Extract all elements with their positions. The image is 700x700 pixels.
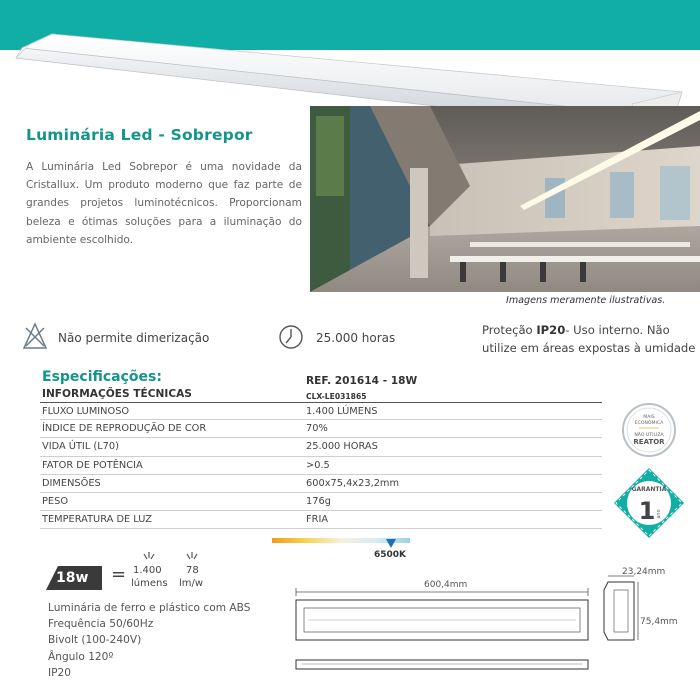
ip-suffix: - Uso interno. Não utilize em áreas expostas à umidade: [482, 323, 696, 355]
efficacy-value: 78: [186, 565, 199, 576]
dimension-depth: 23,24mm: [622, 567, 666, 577]
no-dimming-text: Não permite dimerização: [58, 331, 210, 345]
specs-table-header: INFORMAÇÕES TÉCNICAS: [42, 388, 192, 400]
warranty-years: 1: [638, 497, 656, 525]
reference-code: REF. 201614 - 18W: [306, 375, 418, 387]
spec-label: VIDA ÚTIL (L70): [42, 441, 119, 453]
feature-row: [0, 318, 700, 368]
warranty-unit: ano: [656, 509, 662, 519]
no-dimming-icon: [22, 322, 48, 350]
ip-code: IP20: [536, 323, 566, 337]
table-row: [40, 420, 602, 438]
spec-value: 25.000 HORAS: [306, 441, 378, 453]
spec-label: TEMPERATURA DE LUZ: [42, 514, 152, 526]
color-temperature-label: 6500K: [374, 550, 407, 560]
specs-heading: Especificações:: [42, 369, 162, 385]
spec-value: 70%: [306, 423, 328, 435]
spec-label: ÍNDICE DE REPRODUÇÃO DE COR: [42, 423, 207, 435]
table-row: [40, 438, 602, 456]
table-row: [40, 402, 602, 420]
table-row: [40, 457, 602, 475]
spec-label: FATOR DE POTÊNCIA: [42, 459, 143, 471]
spec-value: 1.400 LÚMENS: [306, 406, 378, 417]
list-item: Frequência 50/60Hz: [48, 618, 154, 631]
spec-label: PESO: [42, 495, 69, 507]
equals-sign: =: [111, 564, 127, 585]
economic-badge-bottom: REATOR: [633, 438, 665, 446]
economic-badge-middle: ECONÔMICA: [634, 421, 664, 426]
spec-label: DIMENSÕES: [42, 477, 101, 489]
spec-label: FLUXO LUMINOSO: [42, 406, 130, 417]
room-photo: [310, 106, 700, 292]
lumens-value: 1.400: [133, 565, 162, 576]
table-row: [40, 493, 602, 511]
light-rays-icon: [185, 552, 199, 562]
features-list: [48, 600, 250, 681]
lifetime-hours: 25.000 horas: [316, 331, 396, 345]
specs-table: [40, 402, 602, 529]
lumens-unit: lúmens: [131, 578, 168, 589]
model-code: CLX-LE031865: [306, 392, 367, 401]
dimension-length: 600,4mm: [424, 580, 468, 590]
product-description: A Luminária Led Sobrepor é uma novidade da Cristallux. Um produto moderno que faz parte de grandes projetos luminotécnicos. Proporcionam beleza e ótimas soluções para a iluminação do ambiente escolhido.: [26, 161, 302, 246]
watt-value: 18w: [56, 570, 89, 586]
warranty-badge: [612, 466, 686, 540]
dimension-width: 75,4mm: [640, 617, 678, 627]
spec-value: 600x75,4x23,2mm: [306, 477, 400, 489]
color-temperature-marker-icon: [386, 539, 396, 548]
list-item: Bivolt (100-240V): [48, 634, 142, 647]
spec-value: >0.5: [306, 459, 330, 471]
spec-value: 176g: [306, 495, 331, 507]
economic-badge: [621, 402, 677, 458]
table-row: [40, 475, 602, 493]
warranty-label: GARANTIA: [631, 486, 667, 493]
efficacy-unit: lm/w: [179, 578, 204, 589]
table-row: [40, 511, 602, 529]
spec-value: FRIA: [306, 514, 329, 526]
ip-prefix: Proteção: [482, 323, 537, 337]
photo-caption: Imagens meramente ilustrativas.: [506, 295, 666, 306]
economic-badge-small: NÃO UTILIZA: [634, 433, 664, 438]
ip-protection-note: [482, 322, 698, 358]
list-item: Luminária de ferro e plástico com ABS: [48, 602, 251, 614]
dimension-drawing: [284, 568, 700, 700]
light-rays-icon: [142, 552, 156, 562]
product-title: Luminária Led - Sobrepor: [26, 126, 253, 144]
list-item: Ângulo 120º: [48, 650, 114, 663]
clock-icon: [278, 324, 304, 350]
economic-badge-top: MAIS: [643, 415, 655, 420]
list-item: IP20: [48, 666, 71, 679]
